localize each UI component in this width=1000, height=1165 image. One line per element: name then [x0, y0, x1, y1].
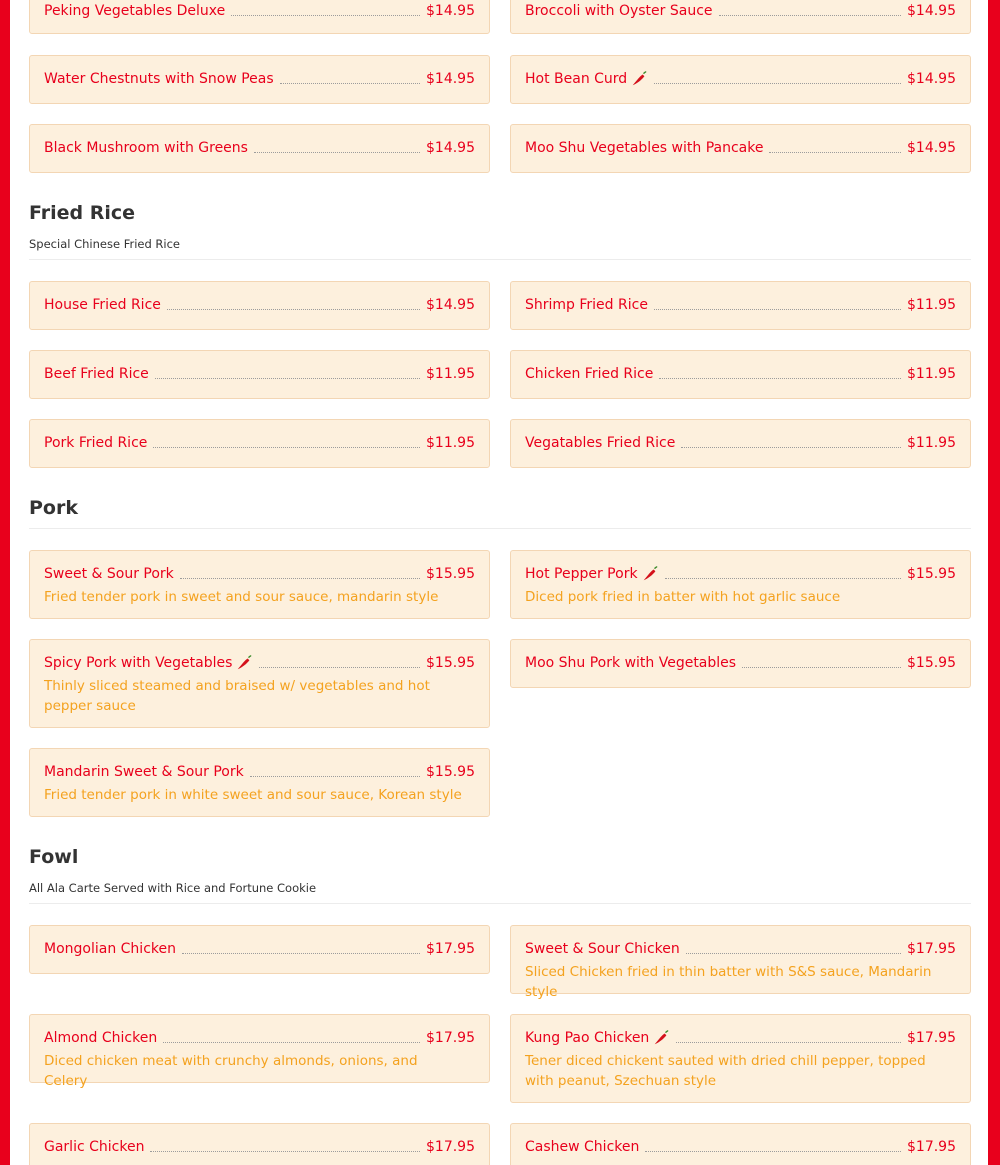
menu-item-card[interactable] — [510, 0, 971, 34]
item-name-text: Spicy Pork with Vegetables — [44, 655, 233, 671]
item-price: $15.95 — [907, 566, 956, 582]
leader-dots — [182, 953, 420, 954]
section-divider — [29, 903, 971, 904]
item-price: $11.95 — [907, 297, 956, 313]
chili-pepper-icon — [641, 565, 659, 583]
menu-item-card[interactable] — [510, 1123, 971, 1165]
item-name — [525, 565, 659, 583]
leader-dots — [254, 152, 420, 153]
section-title-fowl: Fowl — [29, 846, 79, 868]
leader-dots — [280, 83, 420, 84]
item-name: Peking Vegetables Deluxe — [44, 3, 226, 19]
menu-item-card[interactable] — [510, 55, 971, 104]
item-name: Cashew Chicken — [525, 1139, 640, 1155]
item-name: Almond Chicken — [44, 1030, 158, 1046]
item-name: House Fried Rice — [44, 297, 161, 313]
item-name: Sweet & Sour Pork — [44, 566, 174, 582]
item-name: Mandarin Sweet & Sour Pork — [44, 764, 244, 780]
item-price: $17.95 — [907, 941, 956, 957]
leader-dots — [231, 15, 420, 16]
menu-item-card[interactable] — [29, 550, 490, 619]
item-price: $14.95 — [907, 3, 956, 19]
leader-dots — [155, 378, 420, 379]
item-description: Diced chicken meat with crunchy almonds, onions, and Celery — [44, 1053, 418, 1089]
leader-dots — [259, 667, 420, 668]
leader-dots — [681, 447, 901, 448]
item-name: Mongolian Chicken — [44, 941, 176, 957]
item-price: $14.95 — [426, 71, 475, 87]
item-price: $11.95 — [907, 435, 956, 451]
menu-item-card[interactable] — [29, 748, 490, 817]
section-title-pork: Pork — [29, 497, 78, 519]
item-price: $17.95 — [426, 1139, 475, 1155]
item-name: Beef Fried Rice — [44, 366, 149, 382]
item-description: Diced pork fried in batter with hot garlic sauce — [525, 589, 841, 605]
item-name — [44, 654, 253, 672]
leader-dots — [676, 1042, 901, 1043]
leader-dots — [167, 309, 420, 310]
menu-item-card[interactable] — [29, 1014, 490, 1089]
menu-item-card[interactable] — [29, 124, 490, 173]
menu-item-card[interactable] — [29, 281, 490, 330]
leader-dots — [686, 953, 901, 954]
item-price: $14.95 — [426, 140, 475, 156]
item-price: $14.95 — [907, 71, 956, 87]
item-name: Black Mushroom with Greens — [44, 140, 248, 156]
item-price: $14.95 — [426, 3, 475, 19]
menu-item-card[interactable] — [29, 419, 490, 468]
leader-dots — [769, 152, 901, 153]
section-divider — [29, 528, 971, 529]
chili-pepper-icon — [652, 1029, 670, 1047]
menu-item-card[interactable] — [510, 550, 971, 619]
item-name — [525, 70, 648, 88]
menu-item-card[interactable] — [510, 350, 971, 399]
menu-item-card[interactable] — [510, 124, 971, 173]
item-name-text: Kung Pao Chicken — [525, 1030, 650, 1046]
item-price: $17.95 — [907, 1030, 956, 1046]
item-name-text: Hot Bean Curd — [525, 71, 628, 87]
leader-dots — [719, 15, 901, 16]
item-name: Garlic Chicken — [44, 1139, 145, 1155]
leader-dots — [150, 1151, 420, 1152]
item-price: $14.95 — [907, 140, 956, 156]
item-name: Moo Shu Pork with Vegetables — [525, 655, 737, 671]
item-name: Broccoli with Oyster Sauce — [525, 3, 713, 19]
leader-dots — [654, 309, 901, 310]
item-name: Pork Fried Rice — [44, 435, 148, 451]
item-price: $17.95 — [426, 941, 475, 957]
item-description: Sliced Chicken fried in thin batter with S&S sauce, Mandarin style — [525, 964, 932, 1000]
item-price: $14.95 — [426, 297, 475, 313]
menu-page — [10, 0, 988, 1165]
menu-item-card[interactable] — [29, 55, 490, 104]
item-price: $15.95 — [426, 655, 475, 671]
item-name: Water Chestnuts with Snow Peas — [44, 71, 274, 87]
menu-item-card[interactable] — [510, 281, 971, 330]
leader-dots — [742, 667, 901, 668]
leader-dots — [180, 578, 420, 579]
menu-item-card[interactable] — [510, 419, 971, 468]
item-price: $11.95 — [426, 435, 475, 451]
leader-dots — [645, 1151, 901, 1152]
leader-dots — [153, 447, 420, 448]
item-name: Sweet & Sour Chicken — [525, 941, 680, 957]
menu-item-card[interactable] — [29, 925, 490, 974]
item-description: Thinly sliced steamed and braised w/ vegetables and hot pepper sauce — [44, 678, 430, 714]
item-name — [525, 1029, 670, 1047]
leader-dots — [250, 776, 420, 777]
item-price: $15.95 — [426, 566, 475, 582]
leader-dots — [659, 378, 901, 379]
chili-pepper-icon — [630, 70, 648, 88]
menu-item-card[interactable] — [29, 639, 490, 728]
item-price: $17.95 — [907, 1139, 956, 1155]
section-divider — [29, 259, 971, 260]
item-description: Tener diced chickent sauted with dried chill pepper, topped with peanut, Szechuan style — [525, 1053, 926, 1089]
item-description: Fried tender pork in sweet and sour sauce, mandarin style — [44, 589, 439, 605]
item-price: $11.95 — [426, 366, 475, 382]
item-price: $11.95 — [907, 366, 956, 382]
leader-dots — [654, 83, 901, 84]
item-price: $15.95 — [907, 655, 956, 671]
leader-dots — [163, 1042, 420, 1043]
menu-item-card[interactable] — [29, 0, 490, 34]
item-name: Moo Shu Vegetables with Pancake — [525, 140, 764, 156]
item-name: Vegatables Fried Rice — [525, 435, 676, 451]
menu-item-card[interactable] — [510, 1014, 971, 1103]
leader-dots — [665, 578, 901, 579]
section-subtitle-fowl: All Ala Carte Served with Rice and Fortune Cookie — [29, 881, 317, 895]
menu-item-card[interactable] — [29, 350, 490, 399]
item-name-text: Hot Pepper Pork — [525, 566, 638, 582]
menu-item-card[interactable] — [29, 1123, 490, 1165]
item-price: $15.95 — [426, 764, 475, 780]
item-price: $17.95 — [426, 1030, 475, 1046]
section-subtitle-fried-rice: Special Chinese Fried Rice — [29, 237, 181, 251]
item-description: Fried tender pork in white sweet and sour sauce, Korean style — [44, 787, 462, 803]
item-name: Shrimp Fried Rice — [525, 297, 648, 313]
menu-item-card[interactable] — [510, 639, 971, 688]
section-title-fried-rice: Fried Rice — [29, 202, 136, 224]
chili-pepper-icon — [235, 654, 253, 672]
item-name: Chicken Fried Rice — [525, 366, 654, 382]
menu-item-card[interactable] — [510, 925, 971, 1000]
